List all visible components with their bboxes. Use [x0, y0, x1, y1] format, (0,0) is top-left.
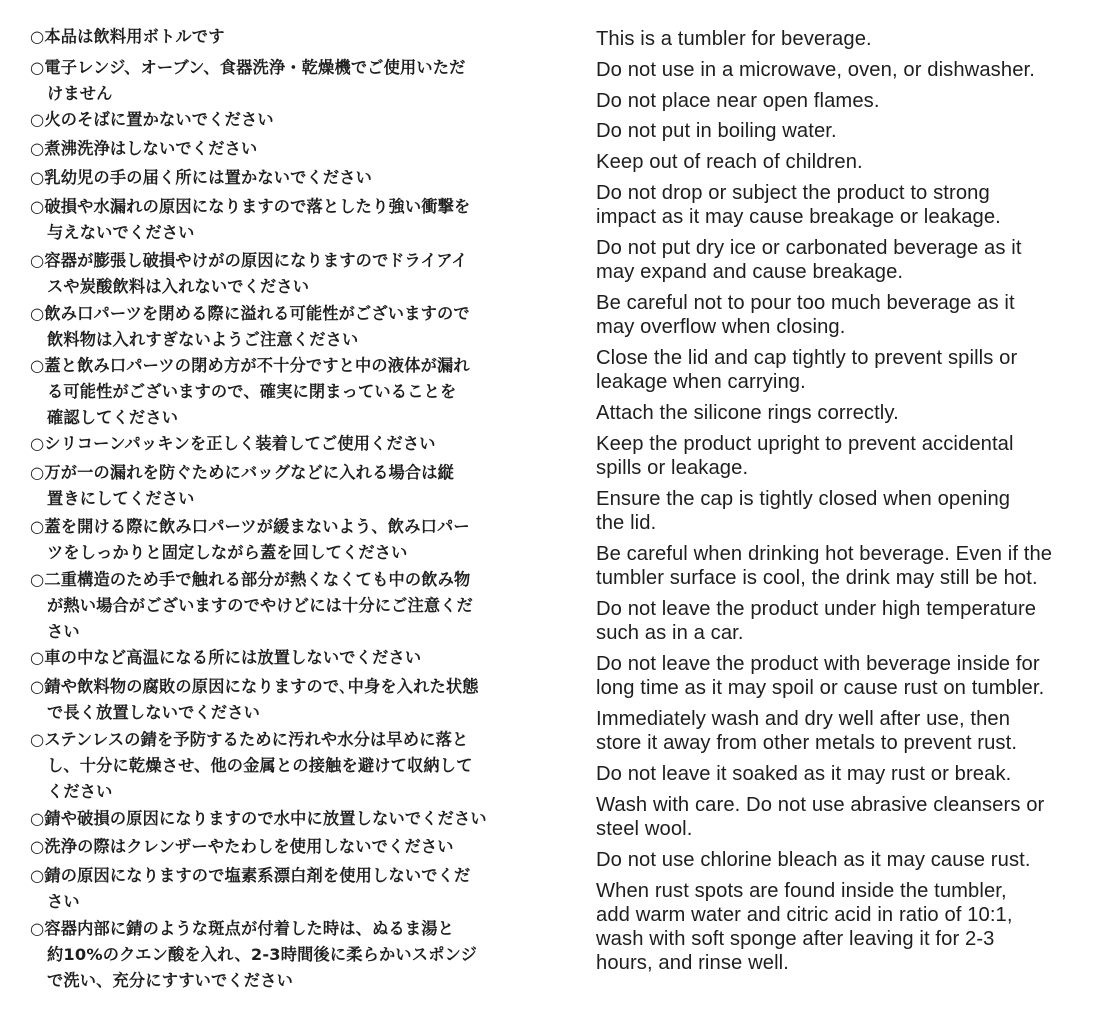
en-line: Attach the silicone rings correctly. — [596, 402, 899, 424]
en-item — [596, 27, 1096, 51]
en-line: Keep out of reach of children. — [596, 151, 863, 173]
en-line: steel wool. — [596, 818, 693, 840]
ja-line: る可能性がございますので、確実に閉まっていることを — [47, 382, 457, 401]
ja-line: さい — [47, 892, 80, 911]
en-item — [596, 291, 1096, 339]
ja-item — [30, 916, 526, 994]
ja-line: ○錆の原因になりますので塩素系漂白剤を使用しないでくだ — [30, 866, 471, 885]
en-item — [596, 762, 1096, 786]
en-line: Do not use in a microwave, oven, or dishwasher. — [596, 59, 1035, 81]
ja-line: ○飲み口パーツを閉める際に溢れる可能性がございますので — [30, 304, 470, 323]
ja-line: 約10%のクエン酸を入れ、2-3時間後に柔らかいスポンジ — [47, 945, 477, 964]
en-line: spills or leakage. — [596, 457, 749, 479]
en-line: Immediately wash and dry well after use, then — [596, 708, 1011, 730]
ja-line: ○電子レンジ、オーブン、食器洗浄・乾燥機でご使用いただ — [30, 58, 466, 77]
en-line: hours, and rinse well. — [596, 952, 789, 974]
en-item — [596, 401, 1096, 425]
en-line: Be careful not to pour too much beverage as it — [596, 292, 1015, 314]
ja-item — [30, 248, 526, 300]
ja-line: ください — [47, 782, 113, 801]
en-item — [596, 150, 1096, 174]
en-line: Close the lid and cap tightly to prevent spills or — [596, 347, 1018, 369]
ja-line: ○蓋を開ける際に飲み口パーツが緩まないよう、飲み口パー — [30, 517, 470, 536]
en-line: When rust spots are found inside the tumbler, — [596, 880, 1007, 902]
en-line: wash with soft sponge after leaving it for 2-3 — [596, 928, 995, 950]
ja-line: ○蓋と飲み口パーツの閉め方が不十分ですと中の液体が漏れ — [30, 356, 470, 375]
en-line: Do not use chlorine bleach as it may cause rust. — [596, 849, 1031, 871]
ja-line: ○煮沸洗浄はしないでください — [30, 139, 258, 158]
ja-item — [30, 834, 526, 860]
en-line: long time as it may spoil or cause rust on tumbler. — [596, 677, 1045, 699]
ja-line: ○乳幼児の手の届く所には置かないでください — [30, 168, 373, 187]
ja-item — [30, 165, 526, 191]
en-item — [596, 236, 1096, 284]
en-line: Be careful when drinking hot beverage. Even if the — [596, 543, 1053, 565]
ja-item — [30, 863, 526, 915]
en-line: may overflow when closing. — [596, 316, 846, 338]
en-line: Do not place near open flames. — [596, 90, 880, 112]
ja-line: ○車の中など高温になる所には放置しないでください — [30, 648, 422, 667]
ja-line: で長く放置しないでください — [47, 703, 261, 722]
en-line: the lid. — [596, 512, 657, 534]
en-line: may expand and cause breakage. — [596, 261, 904, 283]
en-item — [596, 542, 1096, 590]
en-line: Do not put in boiling water. — [596, 120, 837, 142]
en-item — [596, 58, 1096, 82]
ja-item — [30, 645, 526, 671]
en-item — [596, 848, 1096, 872]
en-line: store it away from other metals to prevent rust. — [596, 732, 1018, 754]
en-line: Do not leave the product with beverage inside for — [596, 653, 1040, 675]
en-item — [596, 652, 1096, 700]
en-item — [596, 346, 1096, 394]
ja-line: 飲料物は入れすぎないようご注意ください — [47, 330, 359, 349]
ja-line: ツをしっかりと固定しながら蓋を回してください — [47, 543, 408, 562]
ja-item — [30, 806, 526, 832]
en-line: This is a tumbler for beverage. — [596, 28, 872, 50]
en-item — [596, 793, 1096, 841]
en-item — [596, 487, 1096, 535]
ja-item — [30, 567, 526, 645]
en-item — [596, 89, 1096, 113]
en-line: Do not leave the product under high temperature — [596, 598, 1037, 620]
ja-item — [30, 194, 526, 246]
ja-item — [30, 431, 526, 457]
ja-line: けません — [47, 84, 113, 103]
en-line: Do not drop or subject the product to strong — [596, 182, 990, 204]
ja-line: ○洗浄の際はクレンザーやたわしを使用しないでください — [30, 837, 454, 856]
ja-line: ○本品は飲料用ボトルです — [30, 27, 225, 46]
ja-line: ○火のそばに置かないでください — [30, 110, 274, 129]
en-line: impact as it may cause breakage or leakage. — [596, 206, 1001, 228]
ja-line: ○万が一の漏れを防ぐためにバッグなどに入れる場合は縦 — [30, 463, 455, 482]
en-line: such as in a car. — [596, 622, 744, 644]
en-line: leakage when carrying. — [596, 371, 806, 393]
ja-item — [30, 24, 526, 50]
ja-line: ○二重構造のため手で触れる部分が熱くなくても中の飲み物 — [30, 570, 471, 589]
ja-item — [30, 301, 526, 353]
en-line: Do not put dry ice or carbonated beverage as it — [596, 237, 1022, 259]
en-item — [596, 181, 1096, 229]
ja-line: が熱い場合がございますのでやけどには十分にご注意くだ — [47, 596, 474, 615]
en-line: Do not leave it soaked as it may rust or break. — [596, 763, 1012, 785]
en-line: Ensure the cap is tightly closed when opening — [596, 488, 1011, 510]
en-item — [596, 119, 1096, 143]
ja-line: ○ステンレスの錆を予防するために汚れや水分は早めに落と — [30, 730, 469, 749]
ja-item — [30, 136, 526, 162]
en-item — [596, 879, 1096, 975]
ja-line: ○錆や飲料物の腐敗の原因になりますので､中身を入れた状態 — [30, 677, 479, 696]
en-line: Keep the product upright to prevent accidental — [596, 433, 1014, 455]
en-item — [596, 707, 1096, 755]
ja-item — [30, 727, 526, 805]
ja-line: 与えないでください — [47, 223, 195, 242]
en-line: add warm water and citric acid in ratio of 10:1, — [596, 904, 1013, 926]
en-line: Wash with care. Do not use abrasive cleansers or — [596, 794, 1045, 816]
ja-line: ○容器内部に錆のような斑点が付着した時は、ぬるま湯と — [30, 919, 455, 938]
ja-line: さい — [47, 622, 80, 641]
ja-line: ○容器が膨張し破損やけがの原因になりますのでドライアイ — [30, 251, 468, 270]
ja-item — [30, 353, 526, 431]
en-item — [596, 432, 1096, 480]
ja-item — [30, 55, 526, 107]
en-line: tumbler surface is cool, the drink may still be hot. — [596, 567, 1038, 589]
ja-item — [30, 514, 526, 566]
ja-item — [30, 107, 526, 133]
ja-line: ○破損や水漏れの原因になりますので落としたり強い衝撃を — [30, 197, 471, 216]
ja-line: 確認してください — [47, 408, 179, 427]
ja-line: ○シリコーンパッキンを正しく装着してご使用ください — [30, 434, 436, 453]
ja-line: スや炭酸飲料は入れないでください — [47, 277, 310, 296]
ja-line: ○錆や破損の原因になりますので水中に放置しないでください — [30, 809, 487, 828]
ja-item — [30, 674, 526, 726]
en-item — [596, 597, 1096, 645]
ja-line: し、十分に乾燥させ、他の金属との接触を避けて収納して — [47, 756, 473, 775]
ja-line: 置きにしてください — [47, 489, 195, 508]
ja-line: で洗い、充分にすすいでください — [47, 971, 293, 990]
ja-item — [30, 460, 526, 512]
